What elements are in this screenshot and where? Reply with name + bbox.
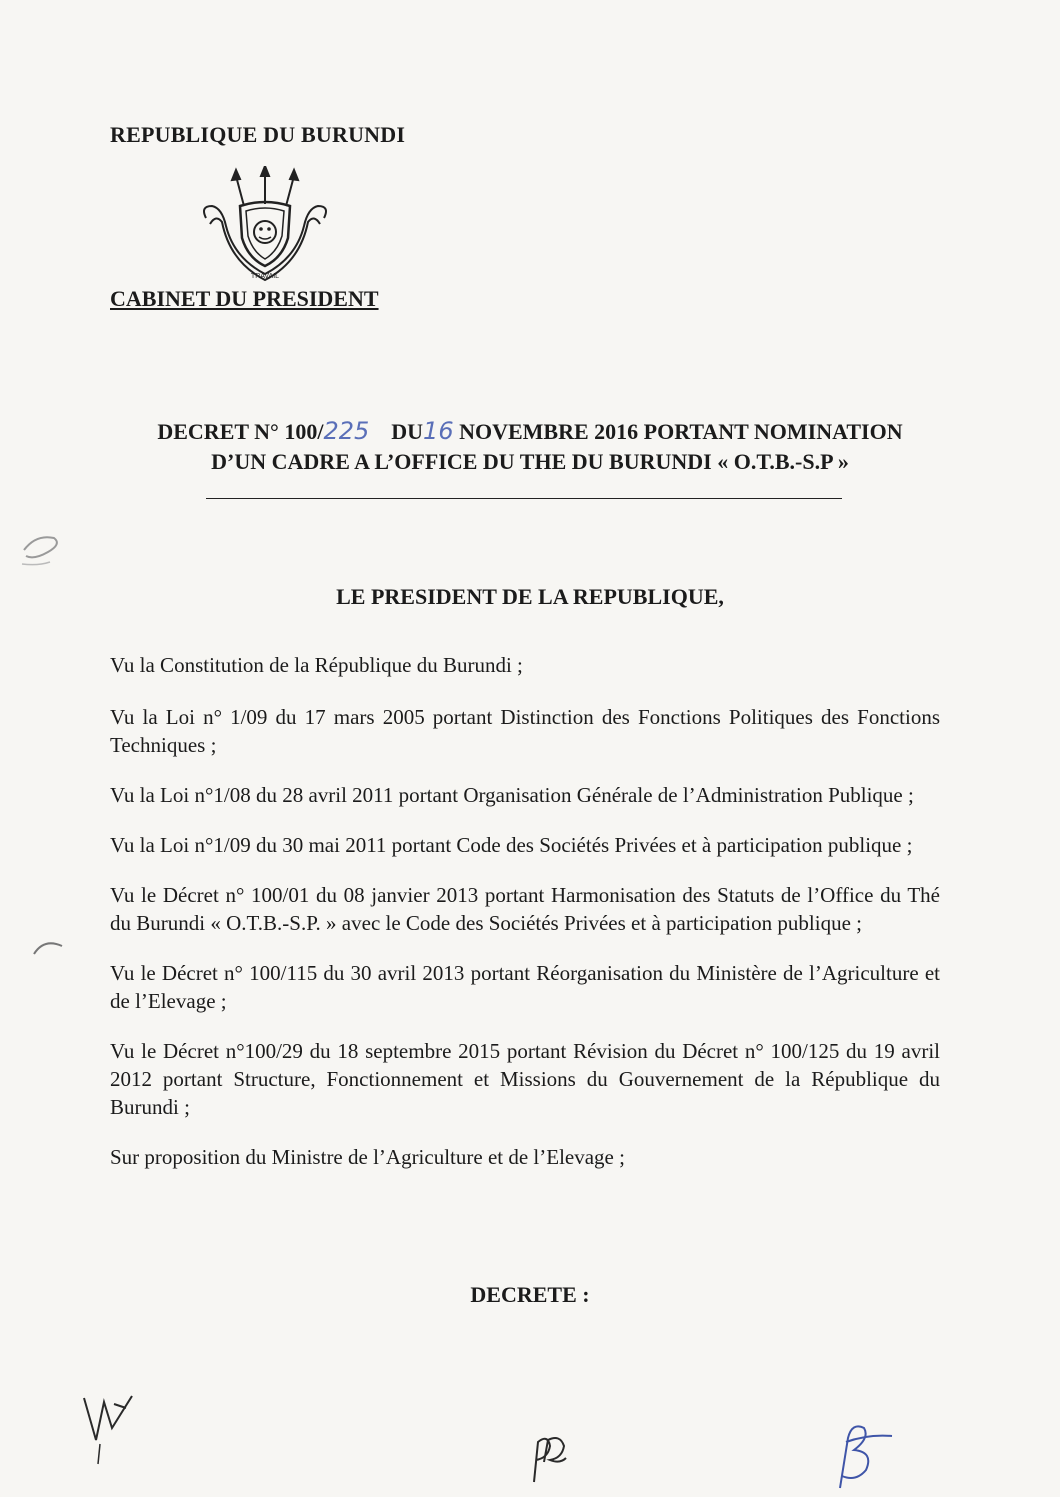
cabinet-heading: CABINET DU PRESIDENT — [110, 286, 379, 311]
decree-title-rest: NOVEMBRE 2016 PORTANT NOMINATION — [459, 419, 903, 444]
decree-day-handwritten: 16 — [423, 417, 454, 445]
consideration-item: Vu la Constitution de la République du Burundi ; — [110, 653, 523, 677]
initials-signature-icon — [520, 1432, 586, 1490]
president-heading: LE PRESIDENT DE LA REPUBLIQUE, — [336, 584, 724, 609]
decree-number-handwritten: 225 — [323, 417, 370, 445]
consideration-item: Vu la Loi n°1/08 du 28 avril 2011 portant Organisation Générale de l’Administration Publique ; — [110, 783, 914, 807]
consideration-item: Vu le Décret n°100/29 du 18 septembre 2015 portant Révision du Décret n° 100/125 du 19 avril 2012 portant Structure, Fonctionnement et Missions du Gouvernement de la République du Burundi ; — [110, 1039, 940, 1119]
initials-signature-icon — [74, 1388, 144, 1468]
decree-title-line1 — [60, 416, 1000, 447]
decrete-heading: DECRETE : — [470, 1282, 590, 1307]
consideration-item: Vu la Loi n° 1/09 du 17 mars 2005 portant Distinction des Fonctions Politiques des Fonctions Techniques ; — [110, 705, 940, 757]
coat-of-arms-icon — [196, 166, 334, 284]
decree-prefix: DECRET N° 100/ — [157, 419, 324, 444]
decree-title-line2: D’UN CADRE A L’OFFICE DU THE DU BURUNDI « O.T.B.-S.P » — [211, 449, 849, 474]
consideration-item: Vu la Loi n°1/09 du 30 mai 2011 portant Code des Sociétés Privées et à participation publique ; — [110, 833, 913, 857]
initials-signature-icon — [808, 1418, 898, 1494]
margin-mark-icon — [18, 526, 68, 570]
title-divider — [206, 498, 842, 499]
country-heading: REPUBLIQUE DU BURUNDI — [110, 122, 406, 147]
consideration-item: Sur proposition du Ministre de l’Agriculture et de l’Elevage ; — [110, 1145, 625, 1169]
consideration-item: Vu le Décret n° 100/115 du 30 avril 2013 portant Réorganisation du Ministère de l’Agriculture et de l’Elevage ; — [110, 961, 940, 1013]
svg-text:TRAVAIL: TRAVAIL — [250, 273, 280, 280]
decree-du: DU — [391, 419, 424, 444]
decree-title — [60, 416, 1000, 477]
consideration-item: Vu le Décret n° 100/01 du 08 janvier 2013 portant Harmonisation des Statuts de l’Office du Thé du Burundi « O.T.B.-S.P. » avec le Code des Sociétés Privées et à participation publique ; — [110, 883, 940, 935]
margin-mark-icon — [30, 934, 70, 958]
considerations-list — [110, 651, 940, 1193]
